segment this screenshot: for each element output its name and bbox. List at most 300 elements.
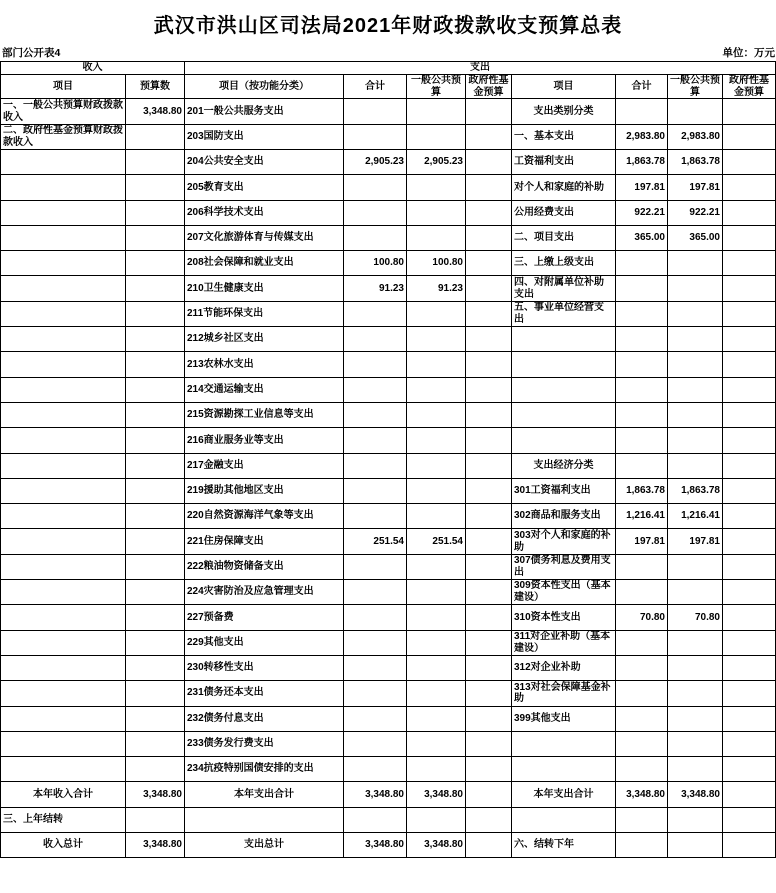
table-cell: 工资福利支出 — [512, 149, 616, 174]
table-cell: 91.23 — [344, 276, 407, 301]
table-cell: 六、结转下年 — [512, 833, 616, 858]
table-row — [1, 377, 776, 402]
table-row — [1, 757, 776, 782]
table-cell — [616, 453, 668, 478]
table-cell — [344, 352, 407, 377]
table-cell — [512, 402, 616, 427]
table-cell — [668, 251, 723, 276]
table-cell — [344, 428, 407, 453]
table-row — [1, 428, 776, 453]
table-cell: 216商业服务业等支出 — [185, 428, 344, 453]
table-cell — [466, 757, 512, 782]
table-cell: 204公共安全支出 — [185, 149, 344, 174]
table-cell: 91.23 — [407, 276, 466, 301]
table-cell: 100.80 — [407, 251, 466, 276]
table-cell — [1, 453, 126, 478]
table-cell: 100.80 — [344, 251, 407, 276]
table-cell — [1, 706, 126, 731]
table-cell — [344, 630, 407, 655]
table-row — [1, 504, 776, 529]
table-row — [1, 554, 776, 579]
table-cell — [344, 124, 407, 149]
table-cell: 一、一般公共预算财政拨款收入 — [1, 99, 126, 124]
table-cell: 1,863.78 — [616, 478, 668, 503]
table-cell — [407, 377, 466, 402]
table-cell — [466, 681, 512, 706]
table-cell: 233债务发行费支出 — [185, 731, 344, 756]
table-cell — [1, 605, 126, 630]
table-cell — [466, 554, 512, 579]
table-cell: 231债务还本支出 — [185, 681, 344, 706]
table-cell — [723, 200, 776, 225]
table-cell — [466, 327, 512, 352]
table-cell — [1, 149, 126, 174]
table-cell — [616, 681, 668, 706]
table-cell — [466, 706, 512, 731]
table-cell — [466, 630, 512, 655]
table-cell — [344, 681, 407, 706]
table-cell — [126, 377, 185, 402]
table-cell — [668, 833, 723, 858]
table-cell — [344, 807, 407, 832]
table-cell — [1, 402, 126, 427]
table-row — [1, 402, 776, 427]
table-cell: 二、政府性基金预算财政拨款收入 — [1, 124, 126, 149]
table-row — [1, 807, 776, 832]
table-cell — [126, 225, 185, 250]
table-cell — [126, 681, 185, 706]
table-cell — [616, 757, 668, 782]
table-cell — [344, 554, 407, 579]
table-cell: 251.54 — [407, 529, 466, 554]
table-cell — [723, 327, 776, 352]
table-cell: 234抗疫特别国债安排的支出 — [185, 757, 344, 782]
table-cell — [1, 301, 126, 326]
col-header-income-item: 项目 — [1, 74, 126, 99]
table-cell — [466, 149, 512, 174]
table-cell — [1, 251, 126, 276]
table-cell — [407, 504, 466, 529]
table-cell — [616, 276, 668, 301]
table-cell — [512, 377, 616, 402]
table-cell — [668, 757, 723, 782]
table-cell — [512, 757, 616, 782]
table-cell — [344, 175, 407, 200]
table-cell — [126, 757, 185, 782]
table-cell: 309资本性支出（基本建设） — [512, 580, 616, 605]
table-cell — [407, 706, 466, 731]
table-cell — [723, 225, 776, 250]
table-cell: 1,216.41 — [616, 504, 668, 529]
table-cell — [1, 175, 126, 200]
table-cell — [1, 630, 126, 655]
table-row — [1, 630, 776, 655]
table-cell — [668, 655, 723, 680]
table-row — [1, 352, 776, 377]
table-row — [1, 529, 776, 554]
table-cell — [407, 681, 466, 706]
table-row — [1, 99, 776, 124]
table-cell: 2,983.80 — [616, 124, 668, 149]
table-cell — [466, 453, 512, 478]
table-cell — [668, 276, 723, 301]
table-cell — [466, 504, 512, 529]
table-cell — [723, 428, 776, 453]
table-cell — [466, 731, 512, 756]
table-cell — [126, 428, 185, 453]
table-cell — [1, 580, 126, 605]
table-cell — [723, 681, 776, 706]
table-cell — [407, 99, 466, 124]
table-body — [1, 99, 776, 858]
table-cell — [344, 757, 407, 782]
table-cell: 一、基本支出 — [512, 124, 616, 149]
col-header-econ-govfund-budget: 政府性基金预算 — [723, 74, 776, 99]
table-cell: 214交通运输支出 — [185, 377, 344, 402]
table-cell: 206科学技术支出 — [185, 200, 344, 225]
table-cell — [344, 580, 407, 605]
table-cell — [126, 605, 185, 630]
table-cell — [344, 655, 407, 680]
table-cell — [407, 200, 466, 225]
table-cell — [466, 124, 512, 149]
table-cell — [407, 655, 466, 680]
table-cell: 支出经济分类 — [512, 453, 616, 478]
table-row — [1, 200, 776, 225]
table-row — [1, 301, 776, 326]
table-row — [1, 453, 776, 478]
table-cell — [466, 807, 512, 832]
col-header-econ-general-budget: 一般公共预算 — [668, 74, 723, 99]
table-cell — [407, 428, 466, 453]
table-cell — [668, 428, 723, 453]
col-header-func-general-budget: 一般公共预算 — [407, 74, 466, 99]
col-header-func-total: 合计 — [344, 74, 407, 99]
table-row — [1, 478, 776, 503]
table-cell: 302商品和服务支出 — [512, 504, 616, 529]
table-cell — [466, 655, 512, 680]
table-cell: 2,905.23 — [344, 149, 407, 174]
income-group-header: 收入 — [1, 62, 185, 75]
table-cell: 四、对附属单位补助支出 — [512, 276, 616, 301]
table-row — [1, 276, 776, 301]
table-cell — [466, 833, 512, 858]
table-row — [1, 149, 776, 174]
table-cell: 二、项目支出 — [512, 225, 616, 250]
table-cell — [1, 352, 126, 377]
table-cell — [1, 554, 126, 579]
table-cell — [668, 554, 723, 579]
table-cell — [723, 605, 776, 630]
table-cell — [344, 605, 407, 630]
table-cell: 2,905.23 — [407, 149, 466, 174]
table-cell: 207文化旅游体育与传媒支出 — [185, 225, 344, 250]
table-cell — [616, 99, 668, 124]
table-cell — [407, 327, 466, 352]
table-cell: 219援助其他地区支出 — [185, 478, 344, 503]
table-row — [1, 605, 776, 630]
table-cell: 本年支出合计 — [512, 782, 616, 807]
table-cell — [616, 402, 668, 427]
table-cell — [668, 681, 723, 706]
col-header-func-item: 项目（按功能分类） — [185, 74, 344, 99]
table-cell: 197.81 — [616, 529, 668, 554]
table-cell: 1,216.41 — [668, 504, 723, 529]
table-cell — [1, 428, 126, 453]
table-cell — [407, 402, 466, 427]
table-row — [1, 655, 776, 680]
table-cell — [723, 352, 776, 377]
table-cell — [466, 301, 512, 326]
table-cell: 收入总计 — [1, 833, 126, 858]
table-cell — [512, 428, 616, 453]
table-cell — [668, 731, 723, 756]
table-cell: 197.81 — [616, 175, 668, 200]
table-cell — [668, 377, 723, 402]
table-cell — [723, 833, 776, 858]
table-cell — [126, 655, 185, 680]
table-cell: 公用经费支出 — [512, 200, 616, 225]
table-cell: 311对企业补助（基本建设） — [512, 630, 616, 655]
table-cell — [344, 402, 407, 427]
table-cell — [466, 377, 512, 402]
table-cell: 70.80 — [668, 605, 723, 630]
table-cell: 3,348.80 — [668, 782, 723, 807]
table-cell: 3,348.80 — [616, 782, 668, 807]
table-cell: 303对个人和家庭的补助 — [512, 529, 616, 554]
sheet-label: 部门公开表4 — [2, 47, 61, 59]
table-cell — [126, 352, 185, 377]
table-cell — [407, 630, 466, 655]
table-cell: 三、上缴上级支出 — [512, 251, 616, 276]
table-cell — [126, 529, 185, 554]
table-cell — [616, 807, 668, 832]
table-cell — [344, 504, 407, 529]
table-cell — [616, 630, 668, 655]
table-cell: 217金融支出 — [185, 453, 344, 478]
table-cell — [668, 301, 723, 326]
table-row — [1, 225, 776, 250]
col-header-func-govfund-budget: 政府性基金预算 — [466, 74, 512, 99]
table-cell — [723, 782, 776, 807]
table-cell: 3,348.80 — [344, 782, 407, 807]
unit-label: 单位：万元 — [722, 47, 775, 59]
table-row — [1, 731, 776, 756]
table-cell — [616, 706, 668, 731]
table-cell: 197.81 — [668, 529, 723, 554]
table-cell — [344, 225, 407, 250]
page-title: 武汉市洪山区司法局2021年财政拨款收支预算总表 — [153, 15, 623, 37]
table-cell: 3,348.80 — [407, 833, 466, 858]
column-header-row — [1, 74, 776, 99]
table-cell: 224灾害防治及应急管理支出 — [185, 580, 344, 605]
table-cell: 3,348.80 — [344, 833, 407, 858]
table-cell — [185, 807, 344, 832]
table-cell — [466, 99, 512, 124]
table-cell — [407, 605, 466, 630]
table-cell — [723, 757, 776, 782]
table-cell: 215资源勘探工业信息等支出 — [185, 402, 344, 427]
table-cell — [723, 377, 776, 402]
table-cell — [723, 251, 776, 276]
table-cell — [1, 225, 126, 250]
table-cell: 支出类别分类 — [512, 99, 616, 124]
table-cell — [407, 225, 466, 250]
table-cell: 211节能环保支出 — [185, 301, 344, 326]
table-row — [1, 833, 776, 858]
table-cell — [668, 630, 723, 655]
table-cell: 922.21 — [668, 200, 723, 225]
table-cell: 210卫生健康支出 — [185, 276, 344, 301]
table-cell — [512, 731, 616, 756]
group-header-row — [1, 62, 776, 75]
table-cell — [126, 251, 185, 276]
table-cell — [466, 605, 512, 630]
table-cell: 312对企业补助 — [512, 655, 616, 680]
table-cell — [723, 124, 776, 149]
table-cell: 3,348.80 — [126, 833, 185, 858]
table-cell: 201一般公共服务支出 — [185, 99, 344, 124]
table-cell: 五、事业单位经营支出 — [512, 301, 616, 326]
table-cell — [1, 681, 126, 706]
table-cell: 251.54 — [344, 529, 407, 554]
table-cell — [616, 554, 668, 579]
table-cell — [1, 731, 126, 756]
table-cell — [126, 149, 185, 174]
table-cell: 220自然资源海洋气象等支出 — [185, 504, 344, 529]
col-header-econ-total: 合计 — [616, 74, 668, 99]
table-cell — [126, 301, 185, 326]
table-cell — [1, 529, 126, 554]
table-cell: 205教育支出 — [185, 175, 344, 200]
table-row — [1, 782, 776, 807]
table-cell — [1, 327, 126, 352]
table-cell — [344, 453, 407, 478]
table-cell — [126, 124, 185, 149]
table-cell — [723, 580, 776, 605]
table-cell — [344, 706, 407, 731]
table-cell — [126, 453, 185, 478]
table-cell — [1, 200, 126, 225]
table-cell — [1, 478, 126, 503]
table-cell: 365.00 — [616, 225, 668, 250]
table-cell: 3,348.80 — [126, 782, 185, 807]
table-cell — [126, 580, 185, 605]
table-cell: 922.21 — [616, 200, 668, 225]
table-cell: 310资本性支出 — [512, 605, 616, 630]
col-header-econ-item: 项目 — [512, 74, 616, 99]
table-cell — [344, 478, 407, 503]
table-cell — [407, 478, 466, 503]
table-cell — [407, 731, 466, 756]
table-cell — [126, 731, 185, 756]
table-cell — [1, 377, 126, 402]
table-cell — [407, 301, 466, 326]
table-cell — [126, 175, 185, 200]
table-cell — [126, 402, 185, 427]
table-cell — [616, 352, 668, 377]
table-cell: 本年收入合计 — [1, 782, 126, 807]
table-cell — [723, 301, 776, 326]
table-cell — [723, 453, 776, 478]
table-cell — [616, 580, 668, 605]
table-cell — [466, 402, 512, 427]
table-meta-row — [0, 45, 776, 61]
table-cell: 1,863.78 — [668, 478, 723, 503]
table-row — [1, 580, 776, 605]
table-cell — [466, 225, 512, 250]
table-cell: 399其他支出 — [512, 706, 616, 731]
table-cell — [344, 301, 407, 326]
table-cell: 208社会保障和就业支出 — [185, 251, 344, 276]
table-cell — [668, 807, 723, 832]
table-cell: 203国防支出 — [185, 124, 344, 149]
table-cell — [466, 352, 512, 377]
table-cell — [723, 402, 776, 427]
table-cell: 301工资福利支出 — [512, 478, 616, 503]
col-header-income-budget: 预算数 — [126, 74, 185, 99]
table-cell — [344, 377, 407, 402]
table-cell — [668, 706, 723, 731]
table-cell — [126, 504, 185, 529]
expense-group-header: 支出 — [185, 62, 776, 75]
table-cell: 227预备费 — [185, 605, 344, 630]
table-cell: 3,348.80 — [126, 99, 185, 124]
table-cell — [723, 731, 776, 756]
table-cell — [126, 200, 185, 225]
table-cell — [723, 276, 776, 301]
table-cell — [126, 276, 185, 301]
table-cell: 365.00 — [668, 225, 723, 250]
table-row — [1, 175, 776, 200]
table-cell — [344, 200, 407, 225]
table-row — [1, 681, 776, 706]
table-cell — [1, 757, 126, 782]
table-cell: 229其他支出 — [185, 630, 344, 655]
table-row — [1, 124, 776, 149]
table-cell — [616, 428, 668, 453]
table-cell — [466, 200, 512, 225]
table-cell: 212城乡社区支出 — [185, 327, 344, 352]
table-cell — [616, 731, 668, 756]
table-cell — [407, 580, 466, 605]
table-cell — [126, 706, 185, 731]
table-cell: 1,863.78 — [616, 149, 668, 174]
table-cell — [407, 757, 466, 782]
table-cell — [466, 580, 512, 605]
table-cell — [126, 478, 185, 503]
table-cell: 支出总计 — [185, 833, 344, 858]
table-cell: 197.81 — [668, 175, 723, 200]
table-cell — [126, 630, 185, 655]
table-cell — [668, 99, 723, 124]
table-cell — [466, 175, 512, 200]
table-cell — [466, 529, 512, 554]
table-cell — [723, 529, 776, 554]
table-row — [1, 706, 776, 731]
table-cell — [1, 504, 126, 529]
table-cell — [407, 175, 466, 200]
table-cell — [466, 478, 512, 503]
table-cell — [512, 807, 616, 832]
table-cell — [466, 276, 512, 301]
table-cell — [723, 99, 776, 124]
table-cell: 3,348.80 — [407, 782, 466, 807]
table-cell — [668, 402, 723, 427]
table-cell — [723, 175, 776, 200]
table-cell — [466, 782, 512, 807]
table-cell — [723, 504, 776, 529]
